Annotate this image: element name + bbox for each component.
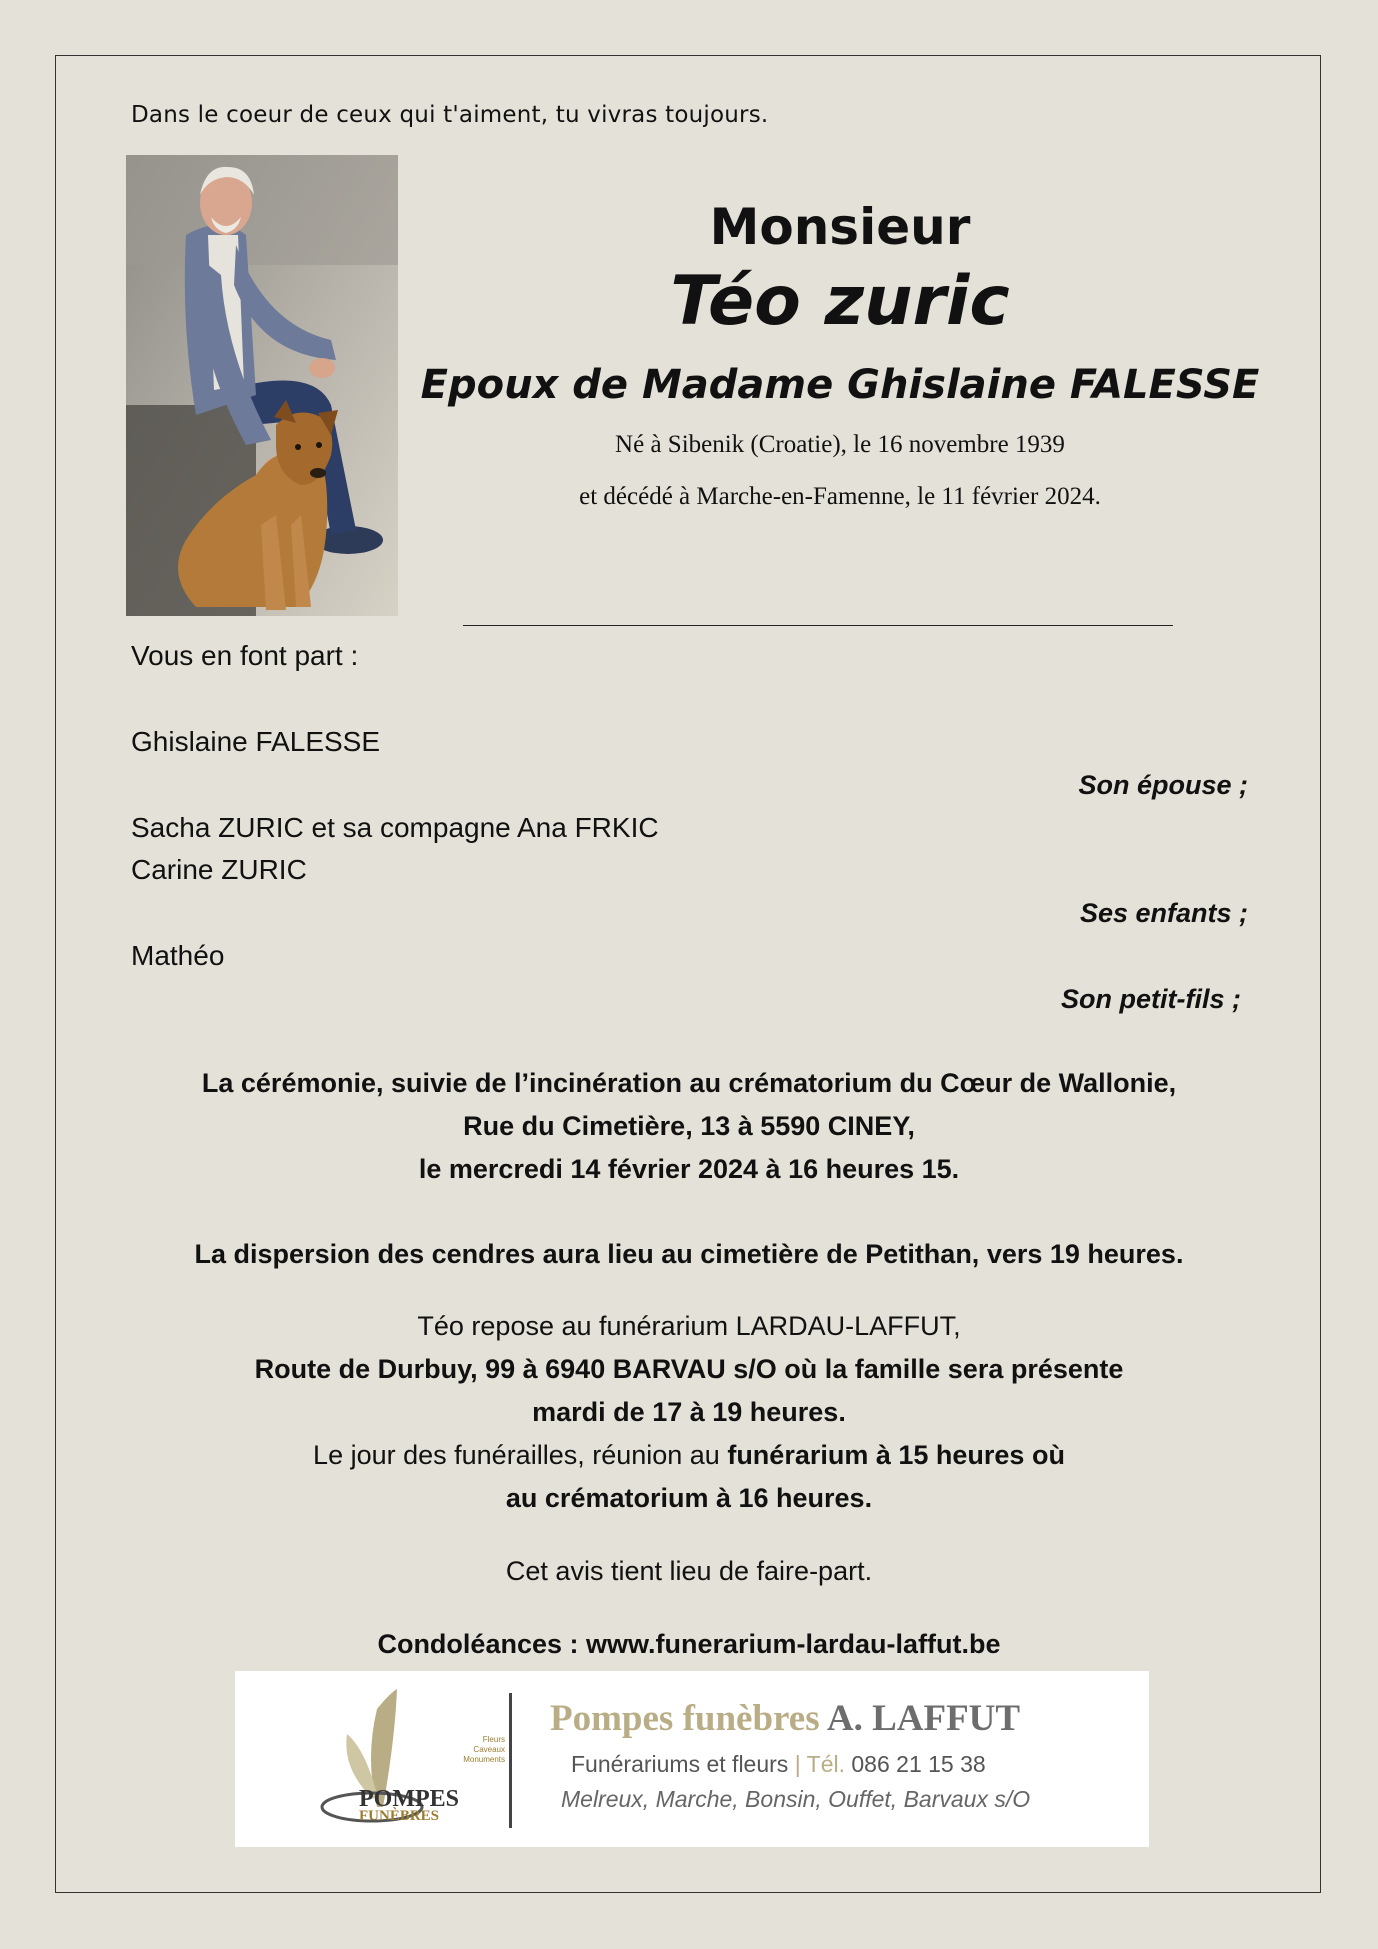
logo-divider (509, 1693, 512, 1828)
phone-number: 086 21 15 38 (851, 1751, 986, 1777)
dispersion-line: La dispersion des cendres aura lieu au cimetière de Petithan, vers 19 heures. (194, 1239, 1184, 1269)
motto: Dans le coeur de ceux qui t'aiment, tu vivras toujours. (131, 102, 769, 128)
visitation-line: mardi de 17 à 19 heures. (532, 1397, 846, 1427)
ceremony-line: La cérémonie, suivie de l’incinération au crématorium du Cœur de Wallonie, (201, 1068, 1177, 1098)
visitation-line: Route de Durbuy, 99 à 6940 BARVAU s/O où la famille sera présente (254, 1354, 1124, 1384)
visitation-text: Le jour des funérailles, réunion au (313, 1440, 728, 1470)
condolences-line: Condoléances : www.funerarium-lardau-laffut.be (377, 1629, 1001, 1659)
funeral-home-logo (235, 1671, 1149, 1847)
tagline-item: Caveaux (473, 1745, 505, 1754)
brand-name (550, 1697, 1020, 1740)
logo-wordmark (359, 1786, 459, 1824)
separator-rule (463, 625, 1173, 626)
notice-line: Cet avis tient lieu de faire-part. (505, 1556, 873, 1586)
visitation-line (0, 1440, 1378, 1471)
birth-line: Né à Sibenik (Croatie), le 16 novembre 1939 (615, 431, 1065, 458)
brand-dark: A. LAFFUT (826, 1698, 1021, 1739)
ceremony-line: le mercredi 14 février 2024 à 16 heures 15. (418, 1154, 960, 1184)
family-name: Mathéo (131, 940, 225, 971)
family-name: Sacha ZURIC et sa compagne Ana FRKIC (131, 812, 659, 843)
family-name: Ghislaine FALESSE (131, 726, 381, 757)
tagline-item: Fleurs (482, 1735, 505, 1744)
family-role: Son petit-fils ; (1061, 984, 1241, 1014)
honorific: Monsieur (709, 198, 971, 256)
death-line: et décédé à Marche-en-Famenne, le 11 février 2024. (579, 483, 1101, 510)
family-role: Son épouse ; (1078, 770, 1248, 800)
logo-tagline (447, 1735, 505, 1765)
tagline-item: Monuments (463, 1755, 505, 1764)
brand-subline (571, 1751, 986, 1778)
spouse-line: Epoux de Madame Ghislaine FALESSE (420, 362, 1260, 408)
wordmark-line: POMPES (359, 1786, 459, 1812)
family-role: Ses enfants ; (1079, 898, 1248, 928)
deceased-photo (126, 155, 398, 616)
brand-sub: Funérariums et fleurs (571, 1751, 795, 1777)
brand-light: Pompes funèbres (550, 1698, 827, 1739)
announcement-intro: Vous en font part : (131, 640, 359, 671)
visitation-text-bold: funérarium à 15 heures où (727, 1440, 1065, 1470)
ceremony-line: Rue du Cimetière, 13 à 5590 CINEY, (463, 1111, 915, 1141)
family-name: Carine ZURIC (131, 854, 307, 885)
deceased-name: Téo zuric (670, 262, 1010, 341)
brand-places: Melreux, Marche, Bonsin, Ouffet, Barvaux s/O (561, 1786, 1031, 1812)
wordmark-line: FUNÈBRES (359, 1808, 440, 1824)
visitation-line: au crématorium à 16 heures. (505, 1483, 873, 1513)
visitation-line: Téo repose au funérarium LARDAU-LAFFUT, (417, 1311, 961, 1341)
phone-label: | Tél. (794, 1751, 852, 1777)
